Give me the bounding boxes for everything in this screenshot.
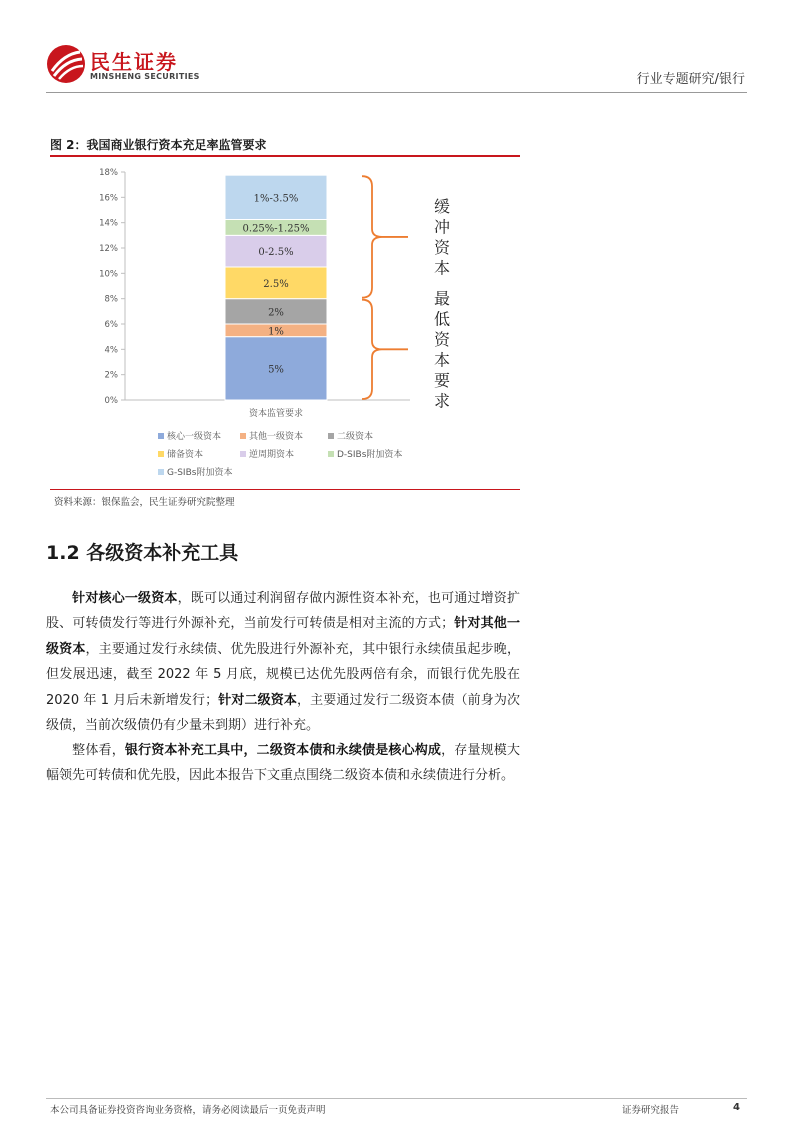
y-tick-label: 18% xyxy=(99,168,118,178)
text-summary-lead: 整体看， xyxy=(72,743,125,758)
legend-swatch-4 xyxy=(240,451,246,457)
header-divider xyxy=(46,92,747,93)
text-other-tier1: ，主要通过发行永续债、优先股进行外源补充，其中银行永续债虽起步晚，但发展迅速，截至 2022 年 5 月底，规模已达优先股两倍有余，而银行优先股在 2020 年 1 月后未新增发行； xyxy=(46,641,520,708)
paragraph-capital-tools xyxy=(46,586,520,738)
brace-1 xyxy=(362,300,382,399)
y-tick-label: 10% xyxy=(99,269,118,280)
legend-swatch-6 xyxy=(158,469,164,475)
y-tick-label: 8% xyxy=(104,294,118,305)
report-category: 行业专题研究/银行 xyxy=(636,72,745,87)
logo-english-name: MINSHENG SECURITIES xyxy=(90,72,200,81)
legend-label-1: 其他一级资本 xyxy=(249,432,304,442)
footer-divider xyxy=(46,1098,747,1099)
y-tick-label: 0% xyxy=(104,396,118,406)
legend-swatch-5 xyxy=(328,451,334,457)
y-tick-label: 12% xyxy=(99,244,118,254)
legend-swatch-0 xyxy=(158,433,164,439)
footer-report-type: 证券研究报告 xyxy=(622,1105,680,1116)
annotation-text-0: 缓冲资本 xyxy=(433,197,451,278)
bar-label-0: 5% xyxy=(268,364,284,376)
legend-swatch-2 xyxy=(328,433,334,439)
bold-summary-core: 银行资本补充工具中，二级资本债和永续债是核心构成 xyxy=(124,743,442,758)
legend-label-0: 核心一级资本 xyxy=(167,432,222,442)
legend-label-3: 储备资本 xyxy=(167,450,204,460)
brace-0 xyxy=(362,176,382,298)
bold-core-tier1: 针对核心一级资本 xyxy=(72,591,178,606)
text-summary-rest: ，存量规模大幅领先可转债和优先股，因此本报告下文重点围绕二级资本债和永续债进行分析。 xyxy=(46,743,520,784)
x-category-label: 资本监管要求 xyxy=(248,409,304,419)
figure-bottom-rule xyxy=(50,489,520,490)
bold-tier2: 针对二级资本 xyxy=(218,692,297,708)
y-tick-label: 16% xyxy=(99,193,118,204)
legend-label-6: G-SIBs附加资本 xyxy=(167,468,233,478)
logo-chinese-name: 民生证券 xyxy=(90,50,178,74)
text-core-tier1: ，既可以通过利润留存做内源性资本补充，也可通过增资扩股、可转债发行等进行外源补充，当前发行可转债是相对主流的方式； xyxy=(46,591,520,632)
section-heading: 1.2 各级资本补充工具 xyxy=(46,542,239,564)
footer-disclaimer: 本公司具备证券投资咨询业务资格，请务必阅读最后一页免责声明 xyxy=(50,1105,326,1116)
bar-label-1: 1% xyxy=(268,326,284,338)
minsheng-logo-icon xyxy=(46,44,86,84)
figure-source: 资料来源：银保监会，民生证券研究院整理 xyxy=(54,497,235,508)
annotation-text-1: 最低资本要求 xyxy=(433,289,451,411)
y-tick-label: 2% xyxy=(104,370,118,381)
capital-requirement-chart xyxy=(50,157,520,489)
bar-label-5: 0.25%-1.25% xyxy=(242,223,310,235)
y-tick-label: 14% xyxy=(99,218,118,229)
annotation-braces xyxy=(362,176,451,410)
stacked-bars xyxy=(225,175,327,419)
bar-label-4: 0-2.5% xyxy=(258,247,294,259)
figure-title: 图 2：我国商业银行资本充足率监管要求 xyxy=(50,138,267,152)
legend-label-5: D-SIBs附加资本 xyxy=(337,450,403,460)
company-logo xyxy=(46,44,206,88)
bar-label-6: 1%-3.5% xyxy=(253,193,299,205)
y-tick-label: 4% xyxy=(104,345,118,356)
paragraph-summary xyxy=(46,738,520,789)
y-tick-label: 6% xyxy=(104,320,118,330)
bar-label-3: 2.5% xyxy=(263,278,289,290)
page-number: 4 xyxy=(733,1102,740,1113)
chart-legend xyxy=(158,430,402,478)
text-tier2: ，主要通过发行二级资本债（前身为次级债，当前次级债仍有少量未到期）进行补充。 xyxy=(46,692,520,734)
legend-swatch-1 xyxy=(240,433,246,439)
legend-label-2: 二级资本 xyxy=(337,432,374,442)
legend-swatch-3 xyxy=(158,451,164,457)
legend-label-4: 逆周期资本 xyxy=(249,450,295,460)
bold-other-tier1: 针对其他一级资本 xyxy=(46,616,520,657)
bar-label-2: 2% xyxy=(268,307,284,319)
